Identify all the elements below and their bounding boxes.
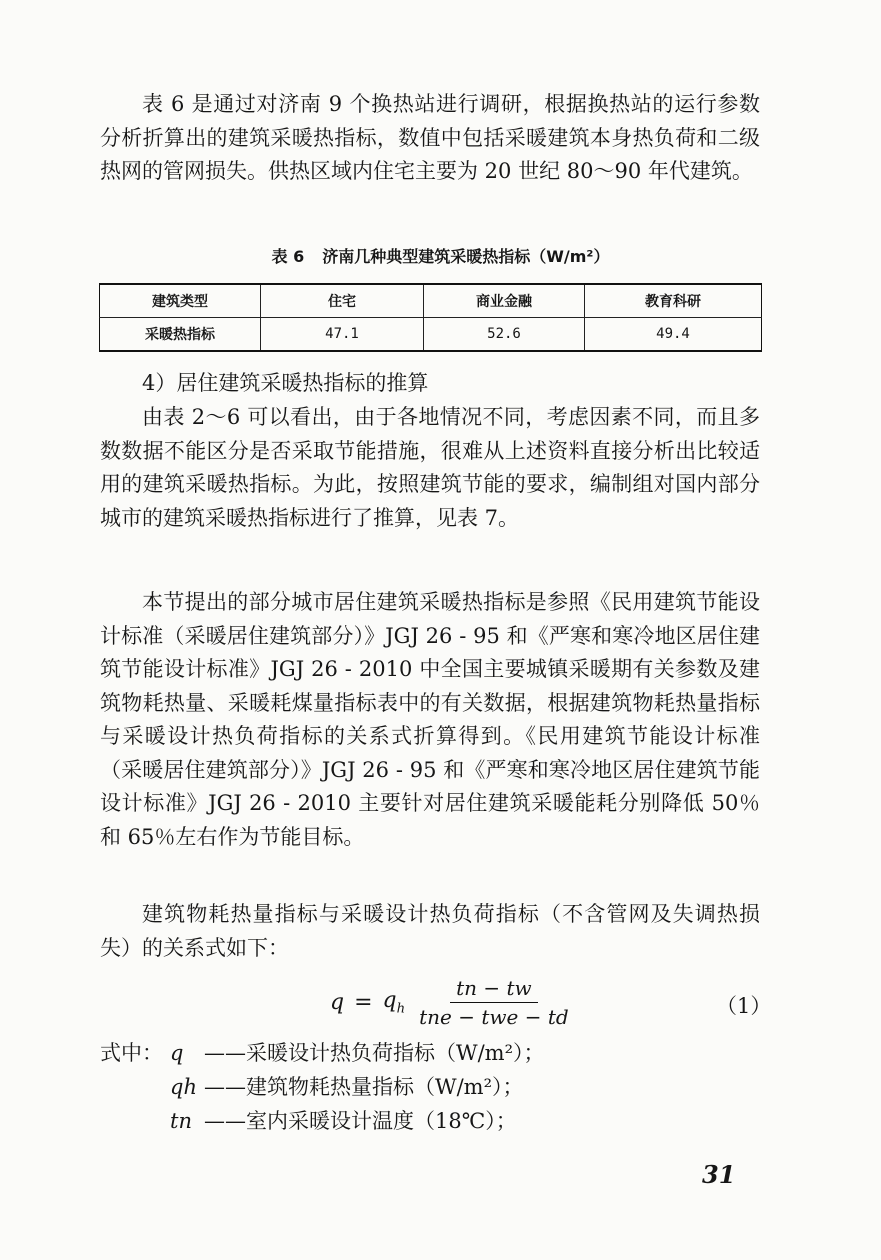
definition-text: ——采暖设计热负荷指标（W/m²）； — [204, 1041, 545, 1065]
table-row-label: 采暖热指标 — [100, 318, 261, 352]
body-paragraph: 由表 2～6 可以看出，由于各地情况不同，考虑因素不同，而且多数数据不能区分是否采取节能措施，很难从上述资料直接分析出比较适用的建筑采暖热指标。为此，按照建筑节能的要求，编制组对国内部分城市的建筑采暖热指标进行了推算，见表 7。 — [100, 405, 760, 530]
heat-load-formula — [330, 972, 575, 1032]
intro-paragraph: 表 6 是通过对济南 9 个换热站进行调研，根据换热站的运行参数分析折算出的建筑采暖热指标，数值中包括采暖建筑本身热负荷和二级热网的管网损失。供热区域内住宅主要为 20 世纪 80～90 年代建筑。 — [100, 92, 760, 183]
table-header-cell: 建筑类型 — [100, 284, 261, 318]
definitions-prefix: 式中： — [100, 1041, 163, 1065]
table-title: 济南几种典型建筑采暖热指标（W/m²） — [322, 247, 610, 266]
formula-fraction — [413, 976, 575, 1029]
body-paragraph: 本节提出的部分城市居住建筑采暖热指标是参照《民用建筑节能设计标准（采暖居住建筑部分）》JGJ 26 - 95 和《严寒和寒冷地区居住建筑节能设计标准》JGJ 26 - 2010 中全国主要城镇采暖期有关参数及建筑物耗热量、采暖耗煤量指标表中的有关数据，根据建筑物耗热量指标与采暖设计热负荷指标的关系式折算得到。《民用建筑节能设计标准（采暖居住建筑部分）》JGJ 26 - 95 和《严寒和寒冷地区居住建筑节能设计标准》JGJ 26 - 2010 主要针对居住建筑采暖能耗分别降低 50％和 65％左右作为节能目标。 — [100, 590, 760, 849]
symbol-definitions — [100, 1036, 545, 1138]
formula-lhs: q — [330, 989, 345, 1015]
heating-index-table — [99, 283, 762, 352]
table-label: 表 6 — [271, 247, 305, 266]
definition-row — [100, 1104, 545, 1138]
definition-row — [100, 1036, 545, 1070]
table-cell: 52.6 — [424, 318, 585, 352]
definition-symbol: qh — [170, 1075, 197, 1099]
definition-text: ——室内采暖设计温度（18℃）； — [204, 1109, 517, 1133]
formula-equals: = — [354, 989, 373, 1015]
definition-text: ——建筑物耗热量指标（W/m²）； — [204, 1075, 524, 1099]
page-number: 31 — [702, 1160, 736, 1189]
formula-denominator: tne − twe − td — [419, 1004, 569, 1029]
body-paragraph: 建筑物耗热量指标与采暖设计热负荷指标（不含管网及失调热损失）的关系式如下： — [100, 902, 760, 960]
table-cell: 49.4 — [585, 318, 762, 352]
section-heading: 4）居住建筑采暖热指标的推算 — [142, 371, 429, 395]
formula-coef: $q_h$ — [382, 987, 406, 1017]
table-caption — [0, 244, 881, 267]
formula-numerator: tn − tw — [450, 976, 538, 1003]
table-row — [100, 318, 762, 352]
equation-number: （1） — [716, 994, 772, 1018]
table-header-cell: 住宅 — [261, 284, 424, 318]
definition-row — [100, 1070, 545, 1104]
definition-symbol: q — [170, 1041, 184, 1065]
definition-symbol: tn — [170, 1109, 192, 1133]
table-header-cell: 商业金融 — [424, 284, 585, 318]
table-header-row — [100, 284, 762, 318]
table-header-cell: 教育科研 — [585, 284, 762, 318]
table-cell: 47.1 — [261, 318, 424, 352]
